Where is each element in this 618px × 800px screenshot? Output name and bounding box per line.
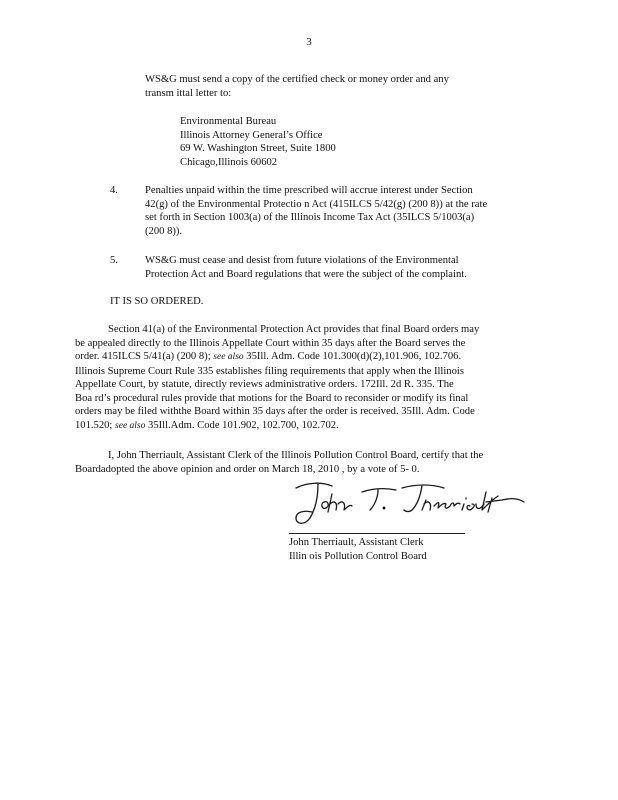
certification-paragraph [75, 449, 483, 476]
item-4-line: Penalties unpaid within the time prescribed will accrue interest under Section [145, 185, 473, 196]
signer-name-title: John Therriault, Assistant Clerk [289, 537, 424, 548]
appeal-line: orders may be filed withthe Board within 35 days after the order is received. 35Ill. Adm. Code [75, 406, 475, 417]
item-5-line: Protection Act and Board regulations that were the subject of the complaint. [145, 268, 467, 280]
item-4-line: (200 8)). [145, 225, 183, 237]
intro-paragraph [145, 73, 449, 100]
appeal-line: Section 41(a) of the Environmental Protection Act provides that final Board orders may [108, 324, 480, 335]
certification-line: Boardadopted the above opinion and order on March 18, 2010 , by a vote of 5- 0. [75, 463, 420, 475]
item-4-paragraph [145, 184, 487, 238]
signer-block [289, 536, 427, 563]
address-line: 69 W. Washington Street, Suite 1800 [180, 143, 336, 154]
address-block [180, 115, 336, 169]
appeal-line: Boa rd’s procedural rules provide that motions for the Board to reconsider or modify its final [75, 392, 469, 404]
appeal-line: be appealed directly to the Illinois Appellate Court within 35 days after the Board serves the [75, 337, 466, 349]
item-4-line: set forth in Section 1003(a) of the Illinois Income Tax Act (35ILCS 5/1003(a) [145, 212, 475, 223]
signer-organization: Illin ois Pollution Control Board [289, 550, 427, 562]
citation-signal: see also [213, 352, 244, 362]
item-5-paragraph [145, 254, 467, 281]
intro-line: transm ittal letter to: [145, 87, 232, 99]
appeal-line: 101.520; see also 35Ill.Adm. Code 101.902, 102.700, 102.702. [75, 419, 339, 431]
signature-line [289, 533, 465, 534]
handwritten-signature [288, 474, 528, 536]
item-4-number: 4. [110, 185, 118, 196]
appeal-line: Appellate Court, by statute, directly reviews administrative orders. 172Ill. 2d R. 335. The [75, 379, 454, 390]
page-number: 3 [306, 36, 312, 48]
so-ordered-heading: IT IS SO ORDERED. [110, 296, 204, 307]
certification-line: I, John Therriault, Assistant Clerk of the Illinois Pollution Control Board, certify that the [108, 450, 484, 461]
appeal-line: Illinois Supreme Court Rule 335 establishes filing requirements that apply when the Illinois [75, 365, 464, 377]
citation-signal: see also [115, 420, 146, 431]
item-5-line: WS&G must cease and desist from future violations of the Environmental [145, 255, 459, 266]
intro-line: WS&G must send a copy of the certified check or money order and any [145, 74, 449, 85]
address-line: Environmental Bureau [180, 116, 277, 127]
address-line: Chicago,Illinois 60602 [180, 156, 278, 168]
appeal-line: order. 415ILCS 5/41(a) (200 8); see also 35Ill. Adm. Code 101.300(d)(2),101.906, 102.706. [75, 351, 462, 362]
item-5-number: 5. [110, 255, 118, 266]
item-4-line: 42(g) of the Environmental Protectio n Act (415ILCS 5/42(g) (200 8)) at the rate [145, 198, 488, 210]
appeal-paragraph [75, 323, 479, 433]
address-line: Illinois Attorney General’s Office [180, 129, 323, 141]
